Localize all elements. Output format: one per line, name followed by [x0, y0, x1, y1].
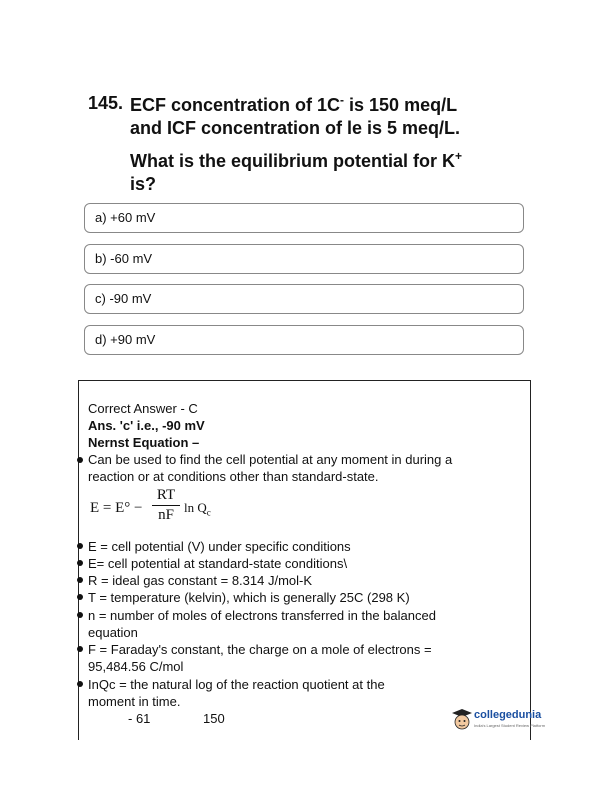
bullet-icon [77, 681, 83, 687]
footer-left: - 61 [128, 711, 151, 726]
graduate-mascot-icon [452, 708, 472, 732]
question-line-2: and ICF concentration of le is 5 meq/L. [130, 118, 461, 138]
intro-line-1: Can be used to find the cell potential at any moment in during a [88, 452, 453, 467]
footer-right: 150 [203, 711, 225, 726]
bullet-item: F = Faraday's constant, the charge on a mole of electrons = [88, 642, 432, 657]
collegedunia-logo [452, 708, 562, 734]
bullet-icon [77, 560, 83, 566]
superscript-plus: + [455, 149, 463, 163]
bullet-continuation: moment in time. [88, 694, 181, 709]
formula-numerator: RT [156, 487, 176, 503]
formula-lhs: E = E° − [90, 500, 143, 516]
formula-rhs-sub: c [206, 507, 211, 518]
formula-rhs [184, 500, 211, 518]
bullet-icon [77, 594, 83, 600]
question-line-1-rest: is 150 meq/L [344, 95, 458, 115]
bullet-item: R = ideal gas constant = 8.314 J/mol-K [88, 573, 313, 588]
option-d[interactable]: d) +90 mV [84, 325, 524, 355]
bullet-item: InQc = the natural log of the reaction quotient at the [88, 677, 385, 692]
section-heading: Nernst Equation – [88, 435, 200, 450]
bullet-item: E = cell potential (V) under specific conditions [88, 539, 351, 554]
option-a[interactable]: a) +60 mV [84, 203, 524, 233]
logo-tagline: India's Largest Student Review Platform [474, 723, 546, 728]
bullet-icon [77, 612, 83, 618]
bullet-item: E= cell potential at standard-state conditions\ [88, 556, 348, 571]
option-b[interactable]: b) -60 mV [84, 244, 524, 274]
bullet-icon [77, 543, 83, 549]
question-number: 145. [88, 93, 124, 113]
bullet-continuation: equation [88, 625, 138, 640]
bullet-item: T = temperature (kelvin), which is generally 25C (298 K) [88, 590, 410, 605]
question-line-3 [130, 149, 462, 172]
option-c[interactable]: c) -90 mV [84, 284, 524, 314]
correct-answer: Correct Answer - C [88, 401, 198, 416]
formula-rhs-text: ln Q [184, 500, 207, 515]
question-line-1-text: ECF concentration of 1C [130, 95, 341, 115]
bullet-continuation: 95,484.56 C/mol [88, 659, 184, 674]
intro-line-2: reaction or at conditions other than standard-state. [88, 469, 379, 484]
superscript-charge: - [340, 93, 345, 107]
bullet-icon [77, 577, 83, 583]
question-line-4: is? [130, 174, 157, 194]
question-line-3-text: What is the equilibrium potential for K [130, 151, 456, 171]
logo-brand: collegedunia [474, 709, 542, 721]
formula-denominator: nF [158, 507, 174, 523]
formula-fraction [152, 487, 180, 524]
fraction-bar [152, 505, 180, 506]
bullet-icon [77, 646, 83, 652]
question-line-1 [130, 93, 457, 116]
bullet-item: n = number of moles of electrons transferred in the balanced [88, 608, 436, 623]
answer-line: Ans. 'c' i.e., -90 mV [88, 418, 205, 433]
bullet-icon [77, 457, 83, 463]
